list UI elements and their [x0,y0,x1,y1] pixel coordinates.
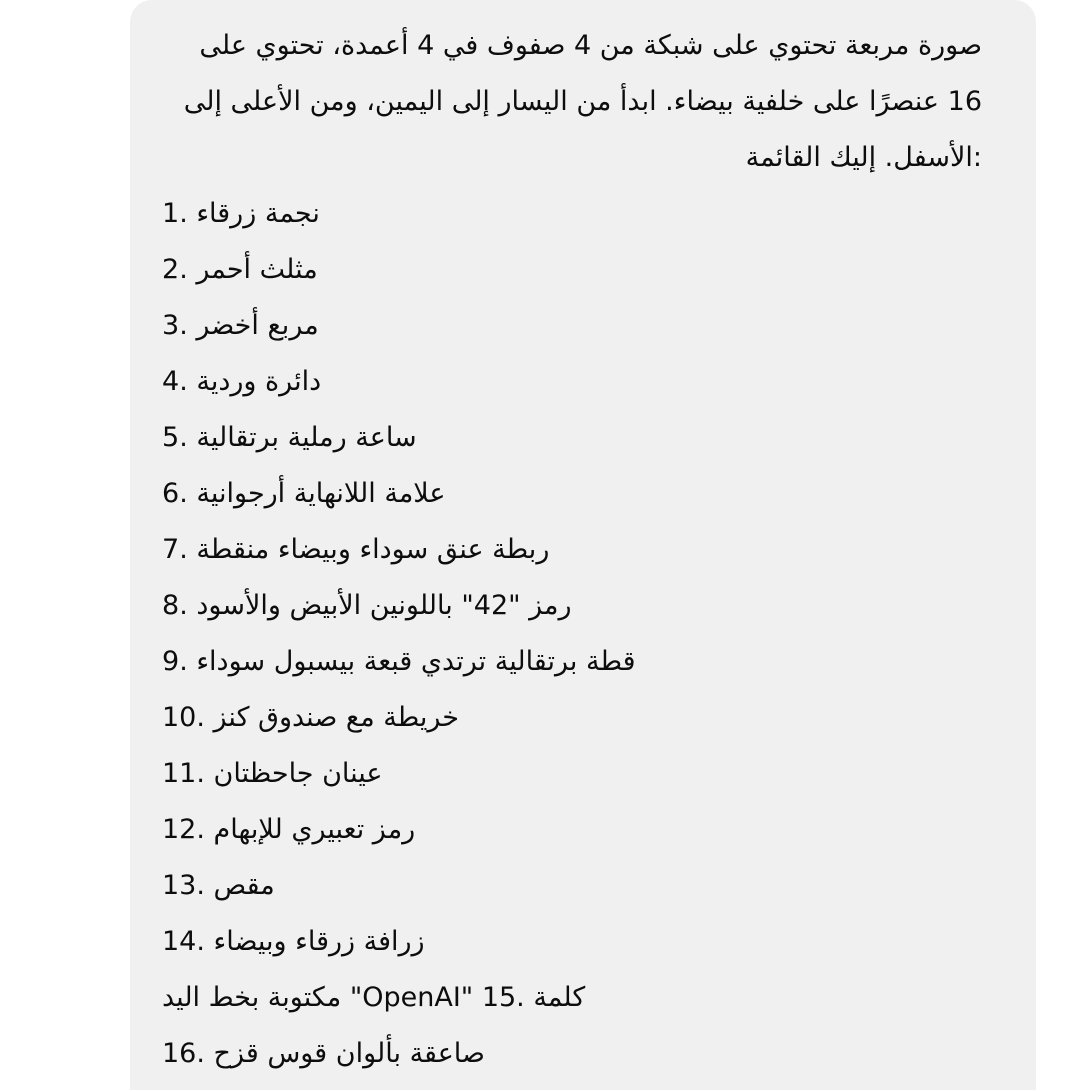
list-item: خريطة مع صندوق كنز .10 [162,702,459,733]
list-item: صاعقة بألوان قوس قزح .16 [162,1038,485,1069]
list-item: ساعة رملية برتقالية .5 [162,422,417,453]
list-item: عينان جاحظتان .11 [162,758,383,789]
list-item: مربع أخضر .3 [162,310,319,341]
list-item: ربطة عنق سوداء وبيضاء منقطة .7 [162,534,550,565]
intro-line: :الأسفل. إليك القائمة [745,142,982,173]
intro-line: صورة مربعة تحتوي على شبكة من 4 صفوف في 4 أعمدة، تحتوي على [199,30,982,61]
list-item: رمز تعبيري للإبهام .12 [162,814,416,845]
message-content [162,18,982,1082]
intro-line: 16 عنصرًا على خلفية بيضاء. ابدأ من اليسار إلى اليمين، ومن الأعلى إلى [183,86,982,117]
items-list [162,186,982,1082]
list-item: نجمة زرقاء .1 [162,198,320,229]
list-item: قطة برتقالية ترتدي قبعة بيسبول سوداء .9 [162,646,636,677]
list-item: مثلث أحمر .2 [162,254,318,285]
list-item: رمز "42" باللونين الأبيض والأسود .8 [162,590,572,621]
list-item: علامة اللانهاية أرجوانية .6 [162,478,446,509]
list-item: مقص .13 [162,870,275,901]
list-item: دائرة وردية .4 [162,366,322,397]
list-item: زرافة زرقاء وبيضاء .14 [162,926,425,957]
message-intro [162,18,982,186]
list-item: مكتوبة بخط اليد "OpenAI" كلمة .15 [162,982,586,1013]
